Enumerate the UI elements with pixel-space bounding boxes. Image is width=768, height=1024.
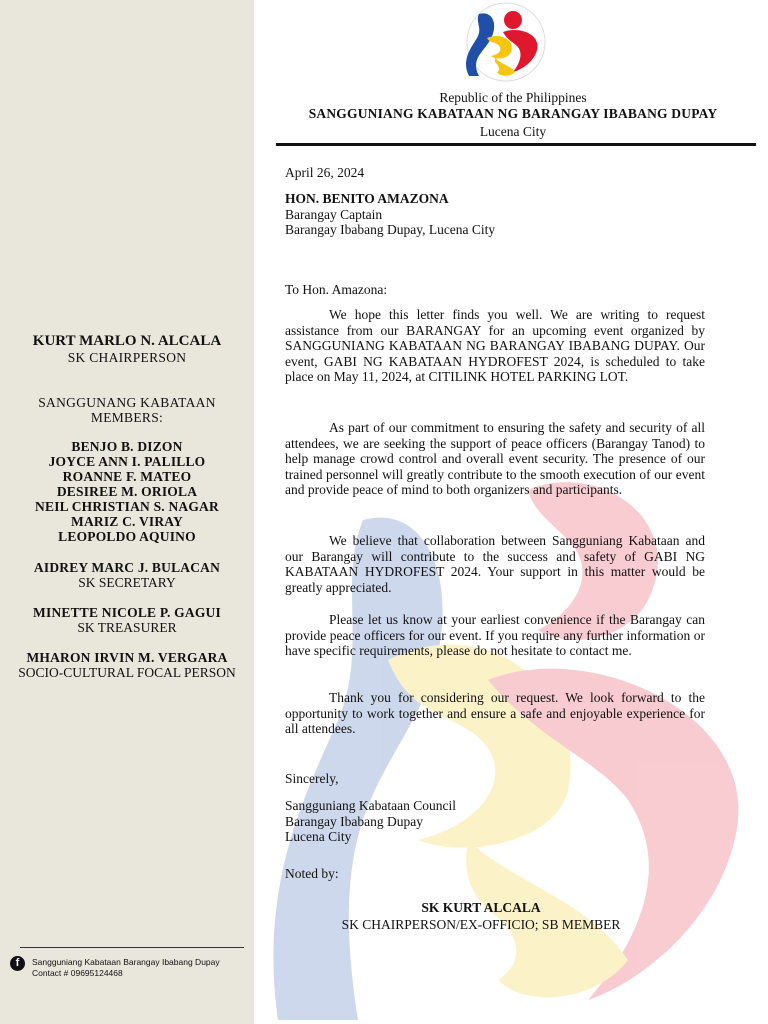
member-name: ROANNE F. MATEO (62, 469, 192, 484)
body-paragraph: We believe that collaboration between Sangguniang Kabataan and our Barangay will contribute to the success and safety of GABI NG KABATAAN HYDROFEST 2024. Your support in this matter would be greatly appreciated. (285, 533, 705, 595)
facebook-icon[interactable]: f (10, 956, 25, 971)
member-name: JOYCE ANN I. PALILLO (48, 454, 206, 469)
sender-block (285, 798, 705, 845)
sender-line: Sangguniang Kabataan Council (285, 798, 456, 813)
treasurer-role: SK TREASURER (77, 620, 177, 635)
recipient-name: HON. BENITO AMAZONA (285, 191, 449, 206)
members-list (0, 439, 254, 544)
member-name: BENJO B. DIZON (71, 439, 183, 454)
sender-line: Lucena City (285, 829, 352, 844)
member-name: NEIL CHRISTIAN S. NAGAR (35, 499, 219, 514)
treasurer-name: MINETTE NICOLE P. GAGUI (33, 605, 221, 620)
chairperson-name: KURT MARLO N. ALCALA (32, 333, 222, 349)
recipient-block (285, 191, 705, 238)
focal-person-role: SOCIO-CULTURAL FOCAL PERSON (18, 665, 236, 680)
sk-logo (449, 2, 559, 82)
letterhead-city: Lucena City (479, 124, 547, 139)
focal-person-block (0, 650, 254, 680)
sender-line: Barangay Ibabang Dupay (285, 813, 423, 829)
member-name: MARIZ C. VIRAY (71, 514, 183, 529)
letter-date: April 26, 2024 (285, 165, 365, 180)
body-paragraph: Please let us know at your earliest convenience if the Barangay can provide peace officers for our event. If you require any further information or have specific requirements, please do not hesitate to contact me. (285, 612, 705, 658)
footer-divider (20, 947, 244, 948)
member-name: LEOPOLDO AQUINO (58, 529, 196, 544)
recipient-title: Barangay Captain (285, 206, 383, 222)
chairperson-role: SK CHAIRPERSON (67, 350, 187, 365)
salutation: To Hon. Amazona: (285, 282, 388, 297)
body-paragraph: As part of our commitment to ensuring the safety and security of all attendees, we are seeking the support of peace officers (Barangay Tanod) to help manage crowd control and overall event security. The presence of our trained personnel will greatly contribute to the smooth execution of our event and provide peace of mind to both organizers and participants. (285, 420, 705, 497)
footer-contact-number: Contact # 09695124468 (32, 968, 123, 978)
member-name: DESIREE M. ORIOLA (56, 484, 198, 499)
header-rule (276, 143, 756, 146)
treasurer-block (0, 605, 254, 635)
chairperson-block (0, 333, 254, 365)
body-paragraph: We hope this letter finds you well. We are writing to request assistance from our BARANGAY for an upcoming event organized by SANGGUNIANG KABATAAN NG BARANGAY IBABANG DUPAY. Our event, GABI NG KABATAAN HYDROFEST 2024, is scheduled to take place on May 11, 2024, at CITILINK HOTEL PARKING LOT. (285, 307, 705, 384)
secretary-block (0, 560, 254, 590)
members-heading-line1: SANGGUNANG KABATAAN (38, 395, 216, 410)
body-paragraph: Thank you for considering our request. We look forward to the opportunity to work together and ensure a safe and enjoyable experience for all attendees. (285, 690, 705, 736)
members-heading-line2: MEMBERS: (90, 410, 164, 425)
closing: Sincerely, (285, 771, 339, 786)
signatory-name: SK KURT ALCALA (421, 900, 541, 915)
footer-page-name: Sangguniang Kabataan Barangay Ibabang Dupay (32, 957, 220, 967)
noted-by: Noted by: (285, 866, 339, 881)
letterhead-republic: Republic of the Philippines (439, 90, 587, 105)
secretary-name: AIDREY MARC J. BULACAN (33, 560, 221, 575)
members-heading (0, 395, 254, 425)
signatory-title: SK CHAIRPERSON/EX-OFFICIO; SB MEMBER (341, 917, 621, 932)
footer-contact (32, 957, 220, 979)
sidebar (0, 0, 254, 1024)
secretary-role: SK SECRETARY (78, 575, 176, 590)
recipient-address: Barangay Ibabang Dupay, Lucena City (285, 222, 496, 237)
focal-person-name: MHARON IRVIN M. VERGARA (26, 650, 228, 665)
letterhead-organization: SANGGUNIANG KABATAAN NG BARANGAY IBABANG DUPAY (308, 106, 718, 121)
